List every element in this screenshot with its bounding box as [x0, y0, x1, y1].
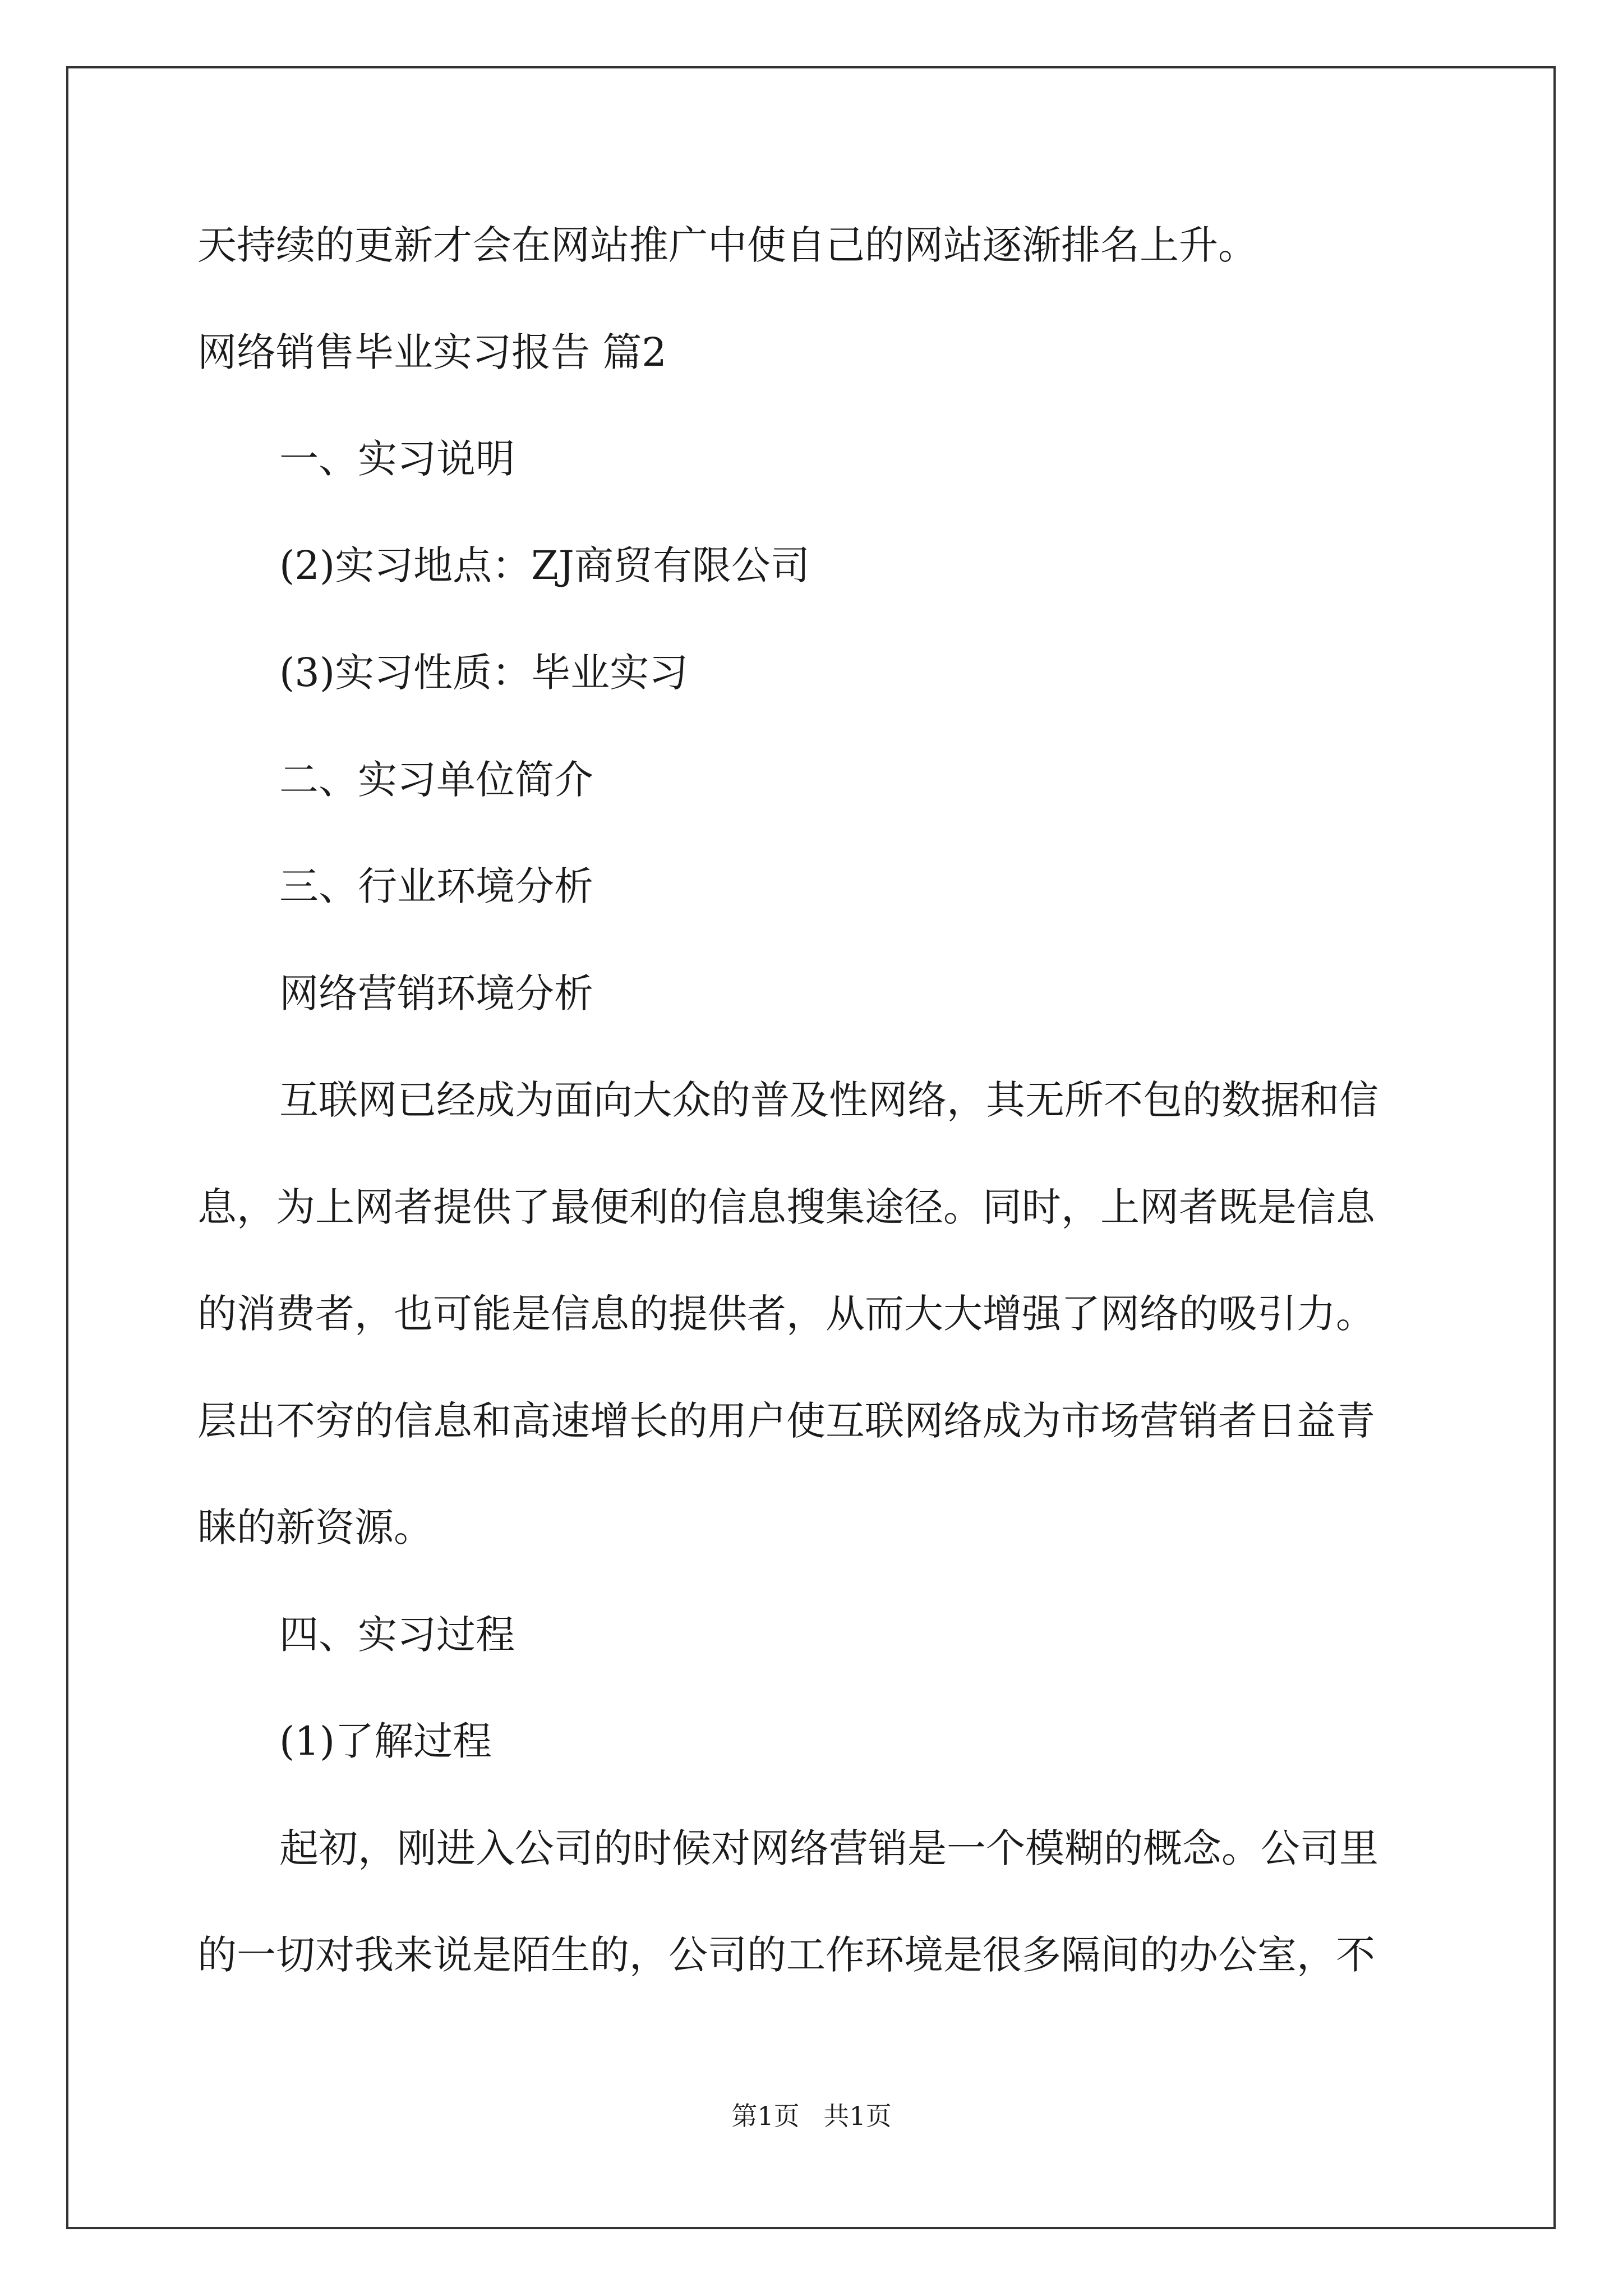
text-line: (3)实习性质：毕业实习 — [279, 650, 689, 696]
text-line: 息，为上网者提供了最便利的信息搜集途径。同时，上网者既是信息 — [197, 1184, 1375, 1230]
text-line: (1)了解过程 — [279, 1718, 492, 1764]
text-line: 二、实习单位简介 — [279, 757, 593, 803]
text-line: 一、实习说明 — [279, 436, 515, 482]
text-line: 起初，刚进入公司的时候对网络营销是一个模糊的概念。公司里 — [279, 1825, 1378, 1871]
page-footer — [0, 2099, 1623, 2133]
text-line: 四、实习过程 — [279, 1612, 515, 1658]
text-line: 的消费者，也可能是信息的提供者，从而大大增强了网络的吸引力。 — [197, 1291, 1375, 1337]
text-line: 的一切对我来说是陌生的，公司的工作环境是很多隔间的办公室，不 — [197, 1932, 1375, 1978]
text-line: 睐的新资源。 — [197, 1504, 433, 1550]
text-line: 网络营销环境分析 — [279, 970, 593, 1016]
section-heading: 网络销售毕业实习报告 篇2 — [197, 329, 667, 375]
text-line: 天持续的更新才会在网站推广中使自己的网站逐渐排名上升。 — [197, 222, 1257, 268]
page-current: 第1页 — [731, 2101, 800, 2131]
text-line: 三、行业环境分析 — [279, 863, 593, 909]
page-total: 共1页 — [823, 2101, 892, 2131]
text-line: (2)实习地点：ZJ商贸有限公司 — [279, 542, 810, 588]
text-line: 层出不穷的信息和高速增长的用户使互联网络成为市场营销者日益青 — [197, 1398, 1375, 1444]
text-line: 互联网已经成为面向大众的普及性网络，其无所不包的数据和信 — [279, 1077, 1378, 1123]
page-border — [66, 66, 1556, 2229]
